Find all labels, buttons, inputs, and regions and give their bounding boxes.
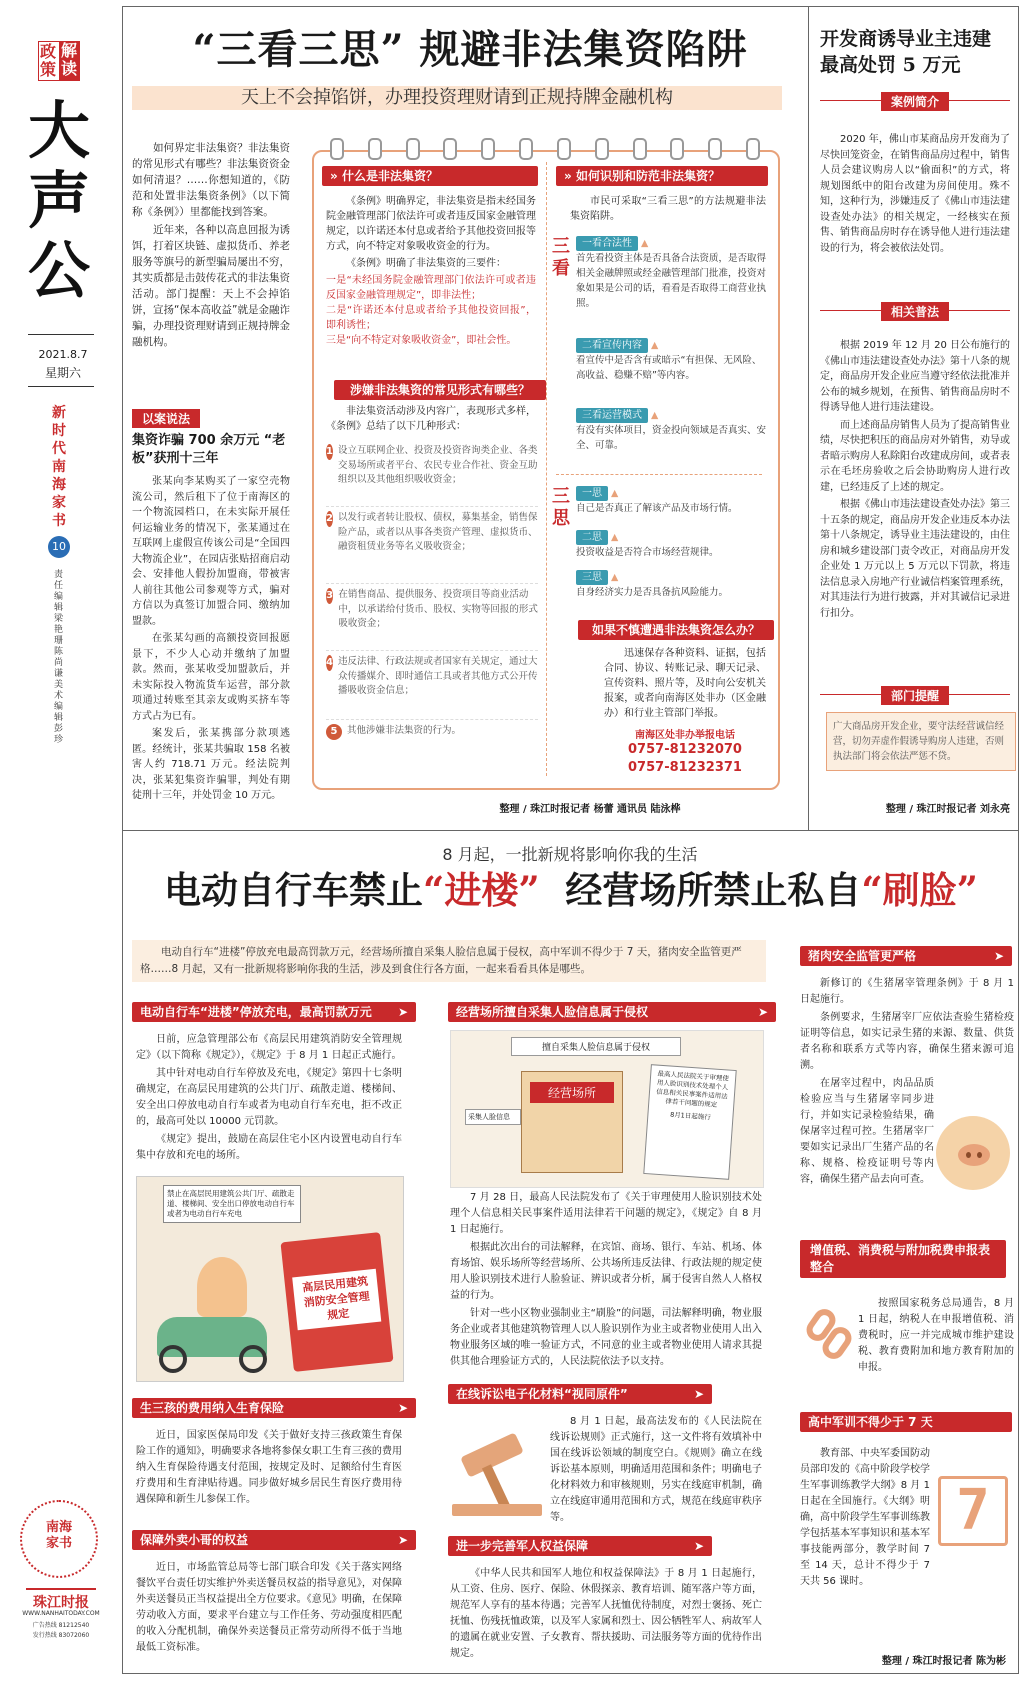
think-tag: 三思 [576,570,608,585]
pork-title-bar [800,946,1012,966]
cursor-icon: ➤ [397,1533,408,1547]
ring [368,138,382,160]
wheel-icon [239,1345,267,1373]
face-mini-sign: 采集人脸信息 [465,1109,521,1125]
tag-interpret: 解读 [61,41,78,78]
face-title: 经营场所擅自采集人脸信息属于侵权 [456,1005,649,1019]
think-item: 一思 ▲ 自己是否真正了解该产品及市场行情。 [576,486,770,530]
deceived-title: 如果不慎遭遇非法集资怎么办？ [591,623,760,637]
wheel-icon [159,1345,187,1373]
page-number: 10 [48,536,70,558]
element-item: 一是“未经国务院金融管理部门依法许可或者违反国家金融管理规定”，即非法性； [326,275,536,301]
tax-text: 按照国家税务总局通告，8 月 1 日起，纳税人在申报增值税、消费税时，应一并完成城市维护建设税、教育费附加和地方教育附加的申报。 [858,1298,1014,1373]
cursor-icon: ➤ [993,949,1004,963]
forms-list [326,440,538,744]
cursor-icon: ➤ [693,1387,704,1401]
law-para: 而上述商品房销售人员为了提高销售业绩，尽快把积压的商品房对外销售，劝导或者暗示购房人私除阳台改建成房间，或者表示在毛坯房验收之后会协助购房人进行改建，已经违反了上述的规定。 [820,419,1010,493]
ring [519,138,533,160]
horizontal-divider [122,830,1018,831]
masthead-rule [28,334,94,335]
think-item: 二思 ▲ 投资收益是否符合市场经营规律。 [576,530,770,570]
ebike-para: 《规定》提出，鼓励在高层住宅小区内设置电动自行车集中存放和充电的场所。 [136,1134,402,1161]
law-doc-title: 最高人民法院关于审理使用人脸识别技术处理个人信息相关民事案件适用法律若干问题的规定 [656,1069,730,1109]
think-tag: 二思 [576,530,608,545]
tax-title-bar [800,1240,1006,1278]
think-tag: 一思 [576,486,608,501]
form-text: 违反法律、行政法规或者国家有关规定，通过大众传播媒介、即时通信工具或者其他方式公开传播吸收资金信息； [337,656,538,696]
ring [443,138,457,160]
form-item [326,651,538,720]
what-title: 什么是非法集资？ [341,169,438,183]
birth-title-bar [132,1398,416,1418]
look-item: 三看运营模式 ▲ 有没有实体项目，资金投向领域是否真实、安全、可靠。 [576,408,770,460]
case-para: 在张某勾画的高额投资回报愿景下，不少人心动并缴纳了加盟款。然而，张某收受加盟款后，并未实际投入物流货车运营，部分款项通过转账至其亲友或购买挤车等方式占为已有。 [132,633,290,722]
story2-reminder-label-text: 部门提醒 [881,686,949,705]
masthead-rule-2 [28,386,94,387]
law-doc-date: 8月1日起施行 [669,1110,712,1122]
forms-intro: 非法集资活动涉及内容广，表现形式多样，《条例》总结了以下几种形式： [326,406,536,432]
story3-kicker: 8 月起，一批新规将影响你我的生活 [442,845,698,864]
story1-byline: 整理 / 珠江时报记者 杨蕾 通讯员 陆泳桦 [499,804,681,815]
paper-name: 珠江时报 [26,1588,96,1612]
intro-para: 近年来，各种以高息回报为诱饵，打着区块链、虚拟货币、养老服务等旗号的新型骗局屡出不穷，其实质都是击鼓传花式的非法集资活动。部门提醒：天上不会掉馅饼，宣扬“保本高收益”就是金融诈骗，办理投资理财请到正规持牌金融机构。 [132,224,290,348]
ebike-text [136,1032,402,1166]
ring [746,138,760,160]
tag-policy: 政策 [40,42,57,79]
online-text: 8 月 1 日起，最高法发布的《人民法院在线诉讼规则》正式施行，这一文件将有效填补中国在线诉讼领域的制度空白。《规则》确立在线诉讼基本原则，明确适用范围和条件；明确电子化材料效力和审核规则，另实在线庭审机制，确立在线庭审通用范围和方式，规范在线庭审秩序等。 [550,1416,762,1523]
story2-law-text [820,338,1010,623]
ring [557,138,571,160]
story2-law-label [820,305,1010,319]
regulation-book-title: 高层民用建筑消防安全管理规定 [292,1269,381,1330]
form-number: 5 [326,724,342,740]
intro-para: 如何界定非法集资？非法集资的常见形式有哪些？非法集资资金如何清退？……你想知道的，《防范和处置非法集资条例》（以下简称《条例》）里都能找到答案。 [132,142,290,218]
element-item: 二是“许诺还本付息或者给予其他投资回报”，即利诱性； [326,305,536,331]
identify-title: 如何识别和防范非法集资？ [575,169,720,183]
story2-case-intro: 2020 年，佛山市某商品房开发商为了尽快回笼资金，在销售商品房过程中，销售人员会建议购房人以“偷面积”的方式，将规划图纸中的阳台改建为房间使用。殊不知，这种行为，涉嫌违反了《佛山市违法建设查处办法》的相关规定，一经核实在预售、销售商品房时存在诱导他人进行违法建设的行为，将会被依法处罚。 [820,134,1010,254]
gavel-icon [452,1434,548,1518]
case-text [132,474,290,806]
ad-tel: 广告热线 81212540 [32,1622,90,1629]
ring [708,138,722,160]
form-text: 在销售商品、提供服务、投资项目等商业活动中，以承诺给付货币、股权、实物等回报的形式吸收资金； [338,589,538,629]
look-text: 首先看投资主体是否具备合法资质，是否取得相关金融牌照或经金融管理部门批准，投资对象如果是公司的话，看看是否取得工商营业执照。 [576,253,767,309]
ring [633,138,647,160]
think-label: 三思 [552,486,570,529]
masthead-title: 大声公 [28,94,91,307]
cursor-icon: ➤ [397,1401,408,1415]
story1-intro [132,140,290,352]
headline-quote-1: “进楼” [423,868,540,912]
soldier-title: 进一步完善军人权益保障 [456,1539,589,1553]
notebook-rings [330,138,760,158]
ring [595,138,609,160]
military-title: 高中军训不得少于 7 天 [808,1415,933,1429]
cursor-icon: ➤ [693,1539,704,1553]
masthead [20,36,102,1656]
regulation-book [280,1232,393,1372]
rider-title-bar [132,1530,416,1550]
hotline-1[interactable]: 0757-81232070 [628,742,742,757]
what-text [326,194,536,348]
hotline-2[interactable]: 0757-81232371 [628,760,742,775]
ebike-illustration [136,1176,404,1382]
looks-list [576,236,770,460]
issue-weekday: 星期六 [44,366,81,380]
form-number: 2 [326,511,333,527]
pork-para: 新修订的《生猪屠宰管理条例》于 8 月 1 日起施行。 [800,978,1014,1005]
face-para: 针对一些小区物业强制业主“刷脸”的问题，司法解释明确，物业服务企业或者其他建筑物管理人以人脸识别作为业主或者物业使用人出入物业服务区域的唯一验证方式，不同意的业主或者物业使用人请求其提供其他合理验证方式的，人民法院依法予以支持。 [450,1308,762,1367]
form-item [326,507,538,584]
look-tag: 一看合法性 [576,236,638,251]
issue-date: 2021.8.7 [38,348,88,361]
form-text: 以发行或者转让股权、债权，募集基金，销售保险产品，或者以从事各类资产管理、虚拟货币、融资租赁业务等名义吸收资金； [337,512,538,552]
deceived-title-bar [578,620,774,640]
form-number: 3 [326,588,333,604]
online-title: 在线诉讼电子化材料“视同原件” [456,1387,628,1401]
what-para: 《条例》明确了非法集资的三要件： [346,258,506,269]
element-item: 三是“向不特定对象吸收资金”，即社会性。 [326,335,517,346]
military-title-bar [800,1412,1012,1432]
case-para: 案发后，张某携部分款项逃匿。经统计，张某共骗取 158 名被害人约 718.71 万元。经法院判决，张某犯集资诈骗罪，判处有期徒刑十三年，并处罚金 10 万元。 [132,728,290,801]
story2-case-label-text: 案例简介 [881,92,949,111]
look-text: 有没有实体项目，资金投向领域是否真实、安全、可靠。 [576,425,767,451]
identify-intro: 市民可采取“三看三思”的方法规避非法集资陷阱。 [570,196,766,222]
issue-tel: 发行热线 83072060 [32,1632,90,1639]
pork-para: 在屠宰过程中，肉品品质检验应当与生猪屠宰同步进行，并如实记录检验结果，确保屠宰过程可控。生猪屠宰厂要如实记录出厂生猪产品的名称、规格、检疫证明号等内容，确保生猪产品去向可查。 [800,1078,934,1185]
birth-title: 生三孩的费用纳入生育保险 [140,1401,285,1415]
look-item: 一看合法性 ▲ 首先看投资主体是否具备合法资质，是否取得相关金融牌照或经金融管理部门批准，投资对象如果是公司的话，看看是否取得工商营业执照。 [576,236,770,338]
look-text: 看宣传中是否含有或暗示“有担保、无风险、高收益、稳赚不赔”等内容。 [576,355,762,381]
face-para: 根据此次出台的司法解释，在宾馆、商场、银行、车站、机场、体育场馆、娱乐场所等经营场所、公共场所违反法律、行政法规的规定使用人脸识别技术进行人脸验证、辨识或者分析，属于侵害自然人人格权益的行为。 [450,1242,762,1301]
online-title-bar [448,1384,712,1404]
form-text: 设立互联网企业、投资及投资咨询类企业、各类交易场所或者平台、农民专业合作社、资金互助组织以及其他组织吸收资金； [337,445,538,485]
tax-title: 增值税、消费税与附加税费申报表整合 [810,1243,991,1274]
think-text: 投资收益是否符合市场经营规律。 [576,547,719,558]
look-think-divider [556,474,762,475]
form-text: 其他涉嫌非法集资的行为。 [347,725,462,736]
bottom-logo-text: 南海家书 [45,1520,72,1551]
story3-byline: 整理 / 珠江时报记者 陈为彬 [881,1656,1006,1667]
bottom-logo-seal [20,1500,98,1578]
notebook-spine [546,162,547,776]
law-para: 根据《佛山市违法建设查处办法》第三十五条的规定，商品房开发企业违反本办法第十八条规定，诱导业主违法建设的，由住房和城乡建设部门责令改正，对商品房开发企业处 1 万元以上 5 万元以下罚款，将违法信息录入房地产行业诚信档案管理系统，对其违法行为进行披露，并对其诚信记录进行扣分。 [820,499,1010,619]
face-illustration [450,1030,764,1188]
masthead-tags [38,41,82,81]
pork-para: 条例要求，生猪屠宰厂应依法查验生猪检疫证明等信息，如实记录生猪的来源、数量、供货者名称和联系方式等内容，确保生猪来源可追溯。 [800,1012,1014,1071]
story2-reminder-label [820,689,1010,703]
birth-text: 近日，国家医保局印发《关于做好支持三孩政策生育保险工作的通知》，明确要求各地将参保女职工生育三孩的费用纳入生育保险待遇支付范围，按规定及时、足额给付生育医疗费用和生育津贴待遇。同步做好城乡居民生育医疗费用待遇保障和新生儿参保工作。 [136,1430,402,1505]
look-tag: 二看宣传内容 [576,338,648,353]
form-item [326,440,538,507]
soldier-text: 《中华人民共和国军人地位和权益保障法》于 8 月 1 日起施行，从工资、住房、医疗、保险、休假探亲、教育培训、随军落户等方面，规范军人享有的基本待遇；完善军人抚恤优待制度，对烈士褒扬、死亡抚恤、伤残抚恤政策，以及军人家属和烈士、因公牺牲军人、病故军人的遗属在就业安置、子女教育、帮扶援助、司法服务等方面的优待作出规定。 [450,1568,762,1659]
form-number: 4 [326,655,333,671]
forms-title: 涉嫌非法集资的常见形式有哪些？ [349,383,530,397]
shop-building [521,1071,623,1173]
look-tag: 三看运营模式 [576,408,648,423]
soldier-title-bar [448,1536,712,1556]
case-label-text: 以案说法 [132,409,200,428]
ebike-title: 电动自行车“进楼”停放充电，最高罚款万元 [140,1005,372,1019]
what-title-bar: » 什么是非法集资？ [322,166,538,186]
ring [330,138,344,160]
pork-title: 猪肉安全监管更严格 [808,949,917,963]
face-cartoon-caption: 擅自采集人脸信息属于侵权 [511,1037,681,1056]
think-text: 自身经济实力是否具备抗风险能力。 [576,587,729,598]
ebike-title-bar [132,1002,416,1022]
chain-link-icon [806,1304,856,1364]
form-item [326,584,538,651]
ring [670,138,684,160]
face-text [450,1190,762,1372]
shop-sign: 经营场所 [530,1082,614,1103]
story2-byline: 整理 / 珠江时报记者 刘永亮 [885,804,1010,815]
pig-icon [936,1116,1010,1190]
ebike-sign: 禁止在高层民用建筑公共门厅、疏散走道、楼梯间、安全出口停放电动自行车或者为电动自行车充电 [163,1185,301,1223]
ring [481,138,495,160]
form-item [326,720,538,744]
forms-title-bar [334,380,546,400]
look-item: 二看宣传内容 ▲ 看宣传中是否含有或暗示“有担保、无风险、高收益、稳赚不赔”等内容。 [576,338,770,408]
number-seven-icon [938,1476,1008,1546]
story2-case-label [820,95,1010,109]
form-number: 1 [326,444,333,460]
what-para: 《条例》明确界定，非法集资是指未经国务院金融管理部门依法许可或者违反国家金融管理规定，以许诺还本付息或者给予其他投资回报等方式，向不特定对象吸收资金的行为。 [326,196,536,252]
vertical-divider [808,6,809,830]
thinks-list [576,486,770,610]
story2-reminder: 广大商品房开发企业，要守法经营诚信经营，切勿弄虚作假诱导购房人违建，否则执法部门将会依法严惩不贷。 [826,712,1016,771]
law-doc [643,1064,736,1180]
rider-title: 保障外卖小哥的权益 [140,1533,249,1547]
story3-lede: 电动自行车“进楼”停放充电最高罚款万元，经营场所擅自采集人脸信息属于侵权，高中军训不得少于 7 天，猪肉安全监管更严格……8 月起，又有一批新规将影响你我的生活，涉及到食住行各方面，一起来看看具体是哪些。 [132,940,766,982]
editor-credits: 责任编辑 梁艳珊 陈尚谦 美术编辑 彭珍 [54,570,64,745]
story2-law-label-text: 相关普法 [881,302,949,321]
ring [406,138,420,160]
case-para: 张某向李某购买了一家空壳物流公司，然后租下了位于南海区的一个物流园档口，在未实际开展任何运输业务的情况下，张某通过在互联网上虚假宣传该公司是“全国四大物流企业”，在园店张贴招商启动会、安排他人假扮加盟商，带被害人前往其他公司参观等方式，骗对方信以为真签订加盟合同、缴纳加盟款。 [132,476,290,627]
number-seven-glyph: 7 [956,1478,990,1543]
story2-headline: 开发商诱导业主违建 最高处罚 5 万元 [820,28,992,76]
story1-subtitle: 天上不会掉馅饼，办理投资理财请到正规持牌金融机构 [132,86,782,110]
cursor-icon: ➤ [757,1005,768,1019]
military-text: 教育部、中央军委国防动员部印发的《高中阶段学校学生军事训练教学大纲》8 月 1 日起在全国施行。《大纲》明确，高中阶段学生军事训练教学包括基本军事知识和基本军事技能两部分，教学时间 7 至 14 天，总计不得少于 7 天共 56 课时。 [800,1448,930,1587]
person-figure [197,1257,247,1317]
think-item: 三思 ▲ 自身经济实力是否具备抗风险能力。 [576,570,770,610]
look-label: 三看 [552,236,570,279]
headline-quote-2: “刷脸” [861,868,978,912]
rider-text: 近日，市场监管总局等七部门联合印发《关于落实网络餐饮平台责任切实维护外卖送餐员权益的指导意见》，对保障外卖送餐员正当权益提出全方位要求。《意见》明确，在保障劳动收入方面，要求平台建立与工作任务、劳动强度相匹配的收入分配机制，确保外卖送餐员正常劳动所得不低于当地最低工资标准。 [136,1562,402,1653]
face-title-bar [448,1002,776,1022]
paper-url: WWW.NANHAITODAY.COM [22,1610,100,1617]
hotline-label: 南海区处非办举报电话 [635,730,735,741]
case-title: 集资诈骗 700 余万元 “老板”获刑十三年 [132,433,286,466]
think-text: 自己是否真正了解该产品及市场行情。 [576,503,738,514]
deceived-text: 迅速保存各种资料、证据，包括合同、协议、转账记录、聊天记录、宣传资料、照片等，及时向公安机关报案，或者向南海区处非办（区金融办）和行业主管部门举报。 [604,648,766,719]
face-para: 7 月 28 日，最高人民法院发布了《关于审理使用人脸识别技术处理个人信息相关民事案件适用法律若干问题的规定》，《规定》自 8 月 1 日起施行。 [450,1192,762,1235]
identify-title-bar: » 如何识别和防范非法集资？ [556,166,768,186]
case-label [132,408,200,428]
law-para: 根据 2019 年 12 月 20 日公布施行的《佛山市违法建设查处办法》第十八条的规定，商品房开发企业应当遵守经依法批准并公布的城乡规划，在预售、销售商品房时不得诱导他人进行违法建设。 [820,340,1010,413]
story1-headline: “三看三思” 规避非法集资陷阱 [192,26,748,73]
ebike-para: 其中针对电动自行车停放及充电，《规定》第四十七条明确规定，在高层民用建筑的公共门厅、疏散走道、楼梯间、安全出口停放电动自行车或者为电动自行车充电，拒不改正的，最高可处以 10000 元罚款。 [136,1068,402,1127]
cursor-icon: ➤ [397,1005,408,1019]
ebike-para: 日前，应急管理部公布《高层民用建筑消防安全管理规定》（以下简称《规定》），《规定》于 8 月 1 日起正式施行。 [136,1034,402,1061]
headline-part-b: 经营场所禁止私自 [565,868,862,912]
vertical-slogan: 新时代南海家书 [52,405,66,529]
headline-part-a: 电动自行车禁止 [164,868,424,912]
story3-headline [126,866,1016,914]
